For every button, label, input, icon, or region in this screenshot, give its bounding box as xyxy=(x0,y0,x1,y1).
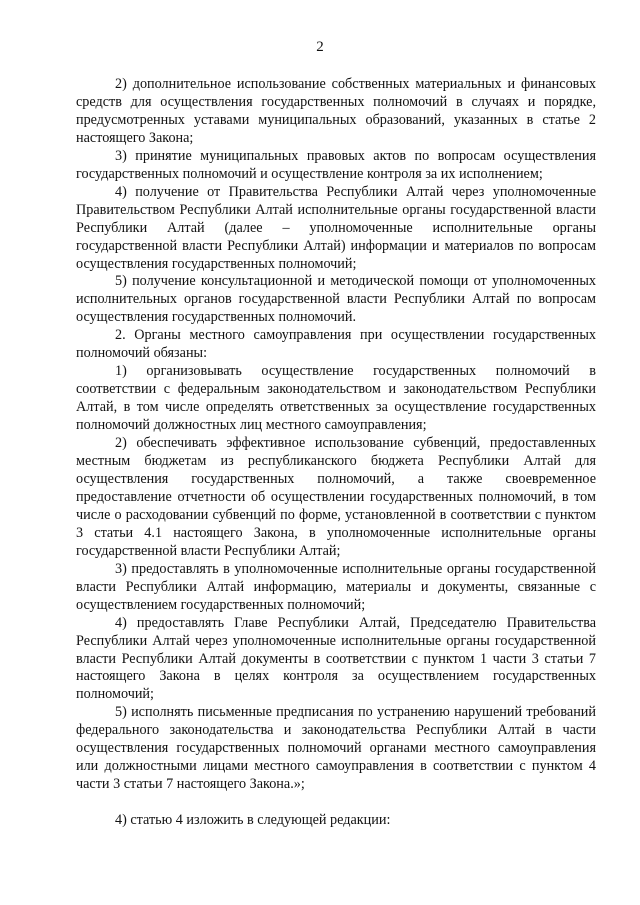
paragraph-amendment-4: 4) статью 4 изложить в следующей редакции: xyxy=(115,812,391,829)
paragraph-duty-2: 2) обеспечивать эффективное использование субвенций, предоставленных местным бюджетам из республиканского бюджета Республики Алтай для осуществления государственных полномочий, а также своевременное предоставление отчетности об осуществлении государственных полномочий, в том числе о расходовании субвенций по форме, установленной в соответствии с пунктом 3 статьи 4.1 настоящего Закона, в уполномоченные исполнительные органы государственной власти Республики Алтай; xyxy=(76,435,596,559)
paragraph-duty-5: 5) исполнять письменные предписания по устранению нарушений требований федерального законодательства и законодательства Республики Алтай в части осуществления государственных полномочий органами местного самоуправления или должностными лицами местного самоуправления в соответствии с пунктом 4 части 3 статьи 7 настоящего Закона.»; xyxy=(76,704,596,793)
document-body xyxy=(76,76,596,830)
paragraph-item-3: 3) принятие муниципальных правовых актов по вопросам осуществления государственных полномочий и осуществление контроля за их исполнением; xyxy=(76,147,596,182)
page-number: 2 xyxy=(316,39,324,55)
paragraph-duty-3: 3) предоставлять в уполномоченные исполнительные органы государственной власти Республики Алтай информацию, материалы и документы, связанные с осуществлением государственных полномочий; xyxy=(76,560,596,613)
paragraph-section-2: 2. Органы местного самоуправления при осуществлении государственных полномочий обязаны: xyxy=(76,327,596,362)
paragraph-duty-4: 4) предоставлять Главе Республики Алтай, Председателю Правительства Республики Алтай через уполномоченные исполнительные органы государственной власти Республики Алтай документы в соответствии с пунктом 1 части 3 статьи 7 настоящего Закона в целях контроля за осуществлением государственных полномочий; xyxy=(76,614,596,703)
paragraph-item-4: 4) получение от Правительства Республики Алтай через уполномоченные Правительством Республики Алтай исполнительные органы государственной власти Республики Алтай (далее – уполномоченные исполнительные органы государственной власти Республики Алтай) информации и материалов по вопросам осуществления государственных полномочий; xyxy=(76,183,596,272)
paragraph-item-5: 5) получение консультационной и методической помощи от уполномоченных исполнительных органов государственной власти Республики Алтай по вопросам осуществления государственных полномочий. xyxy=(76,273,596,326)
paragraph-item-2: 2) дополнительное использование собственных материальных и финансовых средств для осуществления государственных полномочий в случаях и порядке, предусмотренных уставами муниципальных образований, указанных в статье 2 настоящего Закона; xyxy=(76,76,596,146)
paragraph-duty-1: 1) организовывать осуществление государственных полномочий в соответствии с федеральным законодательством и законодательством Республики Алтай, в том числе определять ответственных за осуществление государственных полномочий должностных лиц местного самоуправления; xyxy=(76,363,596,434)
